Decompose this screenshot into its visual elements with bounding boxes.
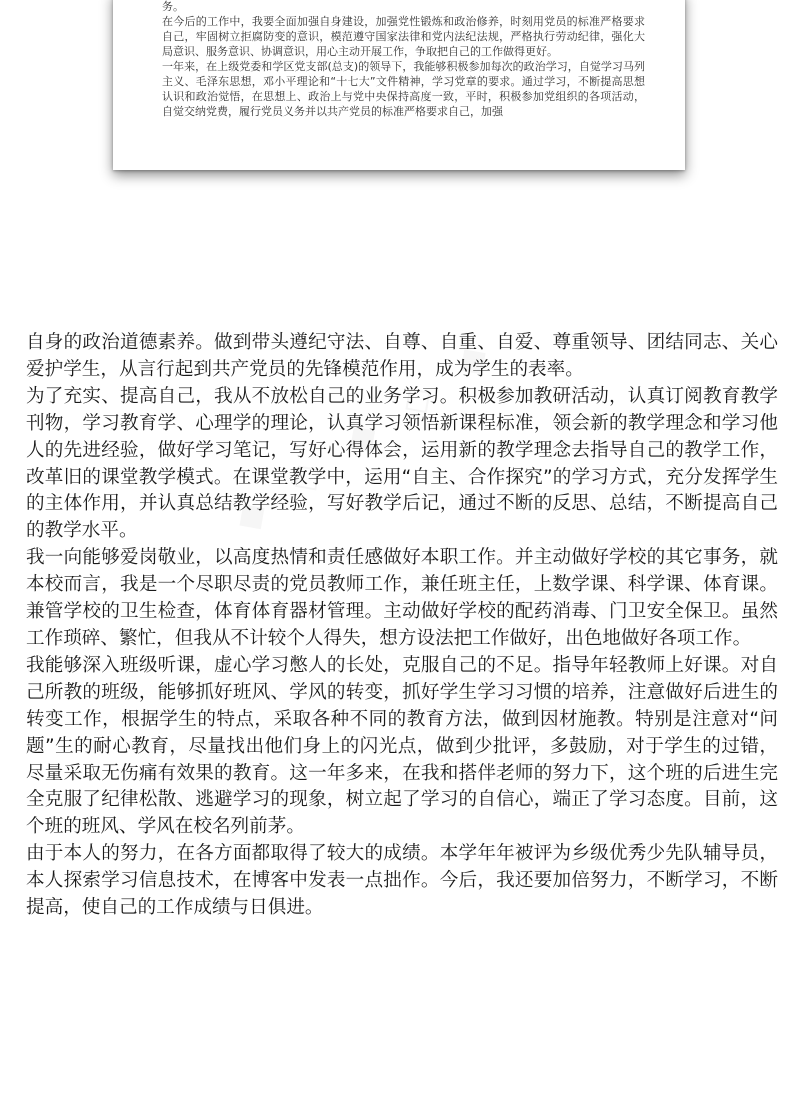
document-body (26, 330, 778, 922)
body-paragraph: 我能够深入班级听课，虚心学习憋人的长处，克服自己的不足。指导年轻教师上好课。对自己所教的班级，能够抓好班风、学风的转变，抓好学生学习习惯的培养，注意做好后进生的转变工作，根据学生的特点，采取各种不同的教育方法，做到因材施教。特别是注意对“问题”生的耐心教育，尽量找出他们身上的闪光点，做到少批评，多鼓励，对于学生的过错，尽量采取无伤痛有效果的教育。这一年多来，在我和搭伴老师的努力下，这个班的后进生完全克服了纪律松散、逃避学习的现象，树立起了学习的自信心，端正了学习态度。目前，这个班的班风、学风在校名列前茅。 (26, 654, 778, 838)
body-paragraph: 为了充实、提高自己，我从不放松自己的业务学习。积极参加教研活动，认真订阅教育教学刊物，学习教育学、心理学的理论，认真学习领悟新课程标准，领会新的教学理念和学习他人的先进经验，做好学习笔记，写好心得体会，运用新的教学理念去指导自己的教学工作，改革旧的课堂教学模式。在课堂教学中，运用“自主、合作探究”的学习方式，充分发挥学生的主体作用，并认真总结教学经验，写好教学后记，通过不断的反思、总结，不断提高自己的教学水平。 (26, 385, 778, 542)
preview-paragraph: 务。 (162, 0, 184, 13)
document-preview-card (113, 0, 685, 170)
body-paragraph: 由于本人的努力，在各方面都取得了较大的成绩。本学年年被评为乡级优秀少先队辅导员，本人探索学习信息技术，在博客中发表一点拙作。今后，我还要加倍努力，不断学习，不断提高，使自己的工作成绩与日俱进。 (26, 843, 778, 919)
body-paragraph: 自身的政治道德素养。做到带头遵纪守法、自尊、自重、自爱、尊重领导、团结同志、关心爱护学生，从言行起到共产党员的先锋模范作用，成为学生的表率。 (26, 332, 778, 380)
preview-text (162, 0, 645, 119)
preview-paragraph: 在今后的工作中，我要全面加强自身建设，加强党性锻炼和政治修养，时刻用党员的标准严格要求自己，牢固树立拒腐防变的意识，模范遵守国家法律和党内法纪法规，严格执行劳动纪律，强化大局意识、服务意识、协调意识，用心主动开展工作，争取把自己的工作做得更好。 (162, 15, 645, 58)
preview-paragraph: 一年来，在上级党委和学区党支部(总支)的领导下，我能够积极参加每次的政治学习，自觉学习马列主义、毛泽东思想，邓小平理论和“十七大”文件精神，学习党章的要求。通过学习，不断提高思想认识和政治觉悟，在思想上、政治上与党中央保持高度一致，平时，积极参加党组织的各项活动，自觉交纳党费，履行党员义务并以共产党员的标准严格要求自己，加强 (162, 60, 645, 118)
body-paragraph: 我一向能够爱岗敬业，以高度热情和责任感做好本职工作。并主动做好学校的其它事务，就本校而言，我是一个尽职尽责的党员教师工作，兼任班主任，上数学课、科学课、体育课。兼管学校的卫生检查，体育体育器材管理。主动做好学校的配药消毒、门卫安全保卫。虽然工作琐碎、繁忙，但我从不计较个人得失，想方设法把工作做好，出色地做好各项工作。 (26, 547, 778, 649)
